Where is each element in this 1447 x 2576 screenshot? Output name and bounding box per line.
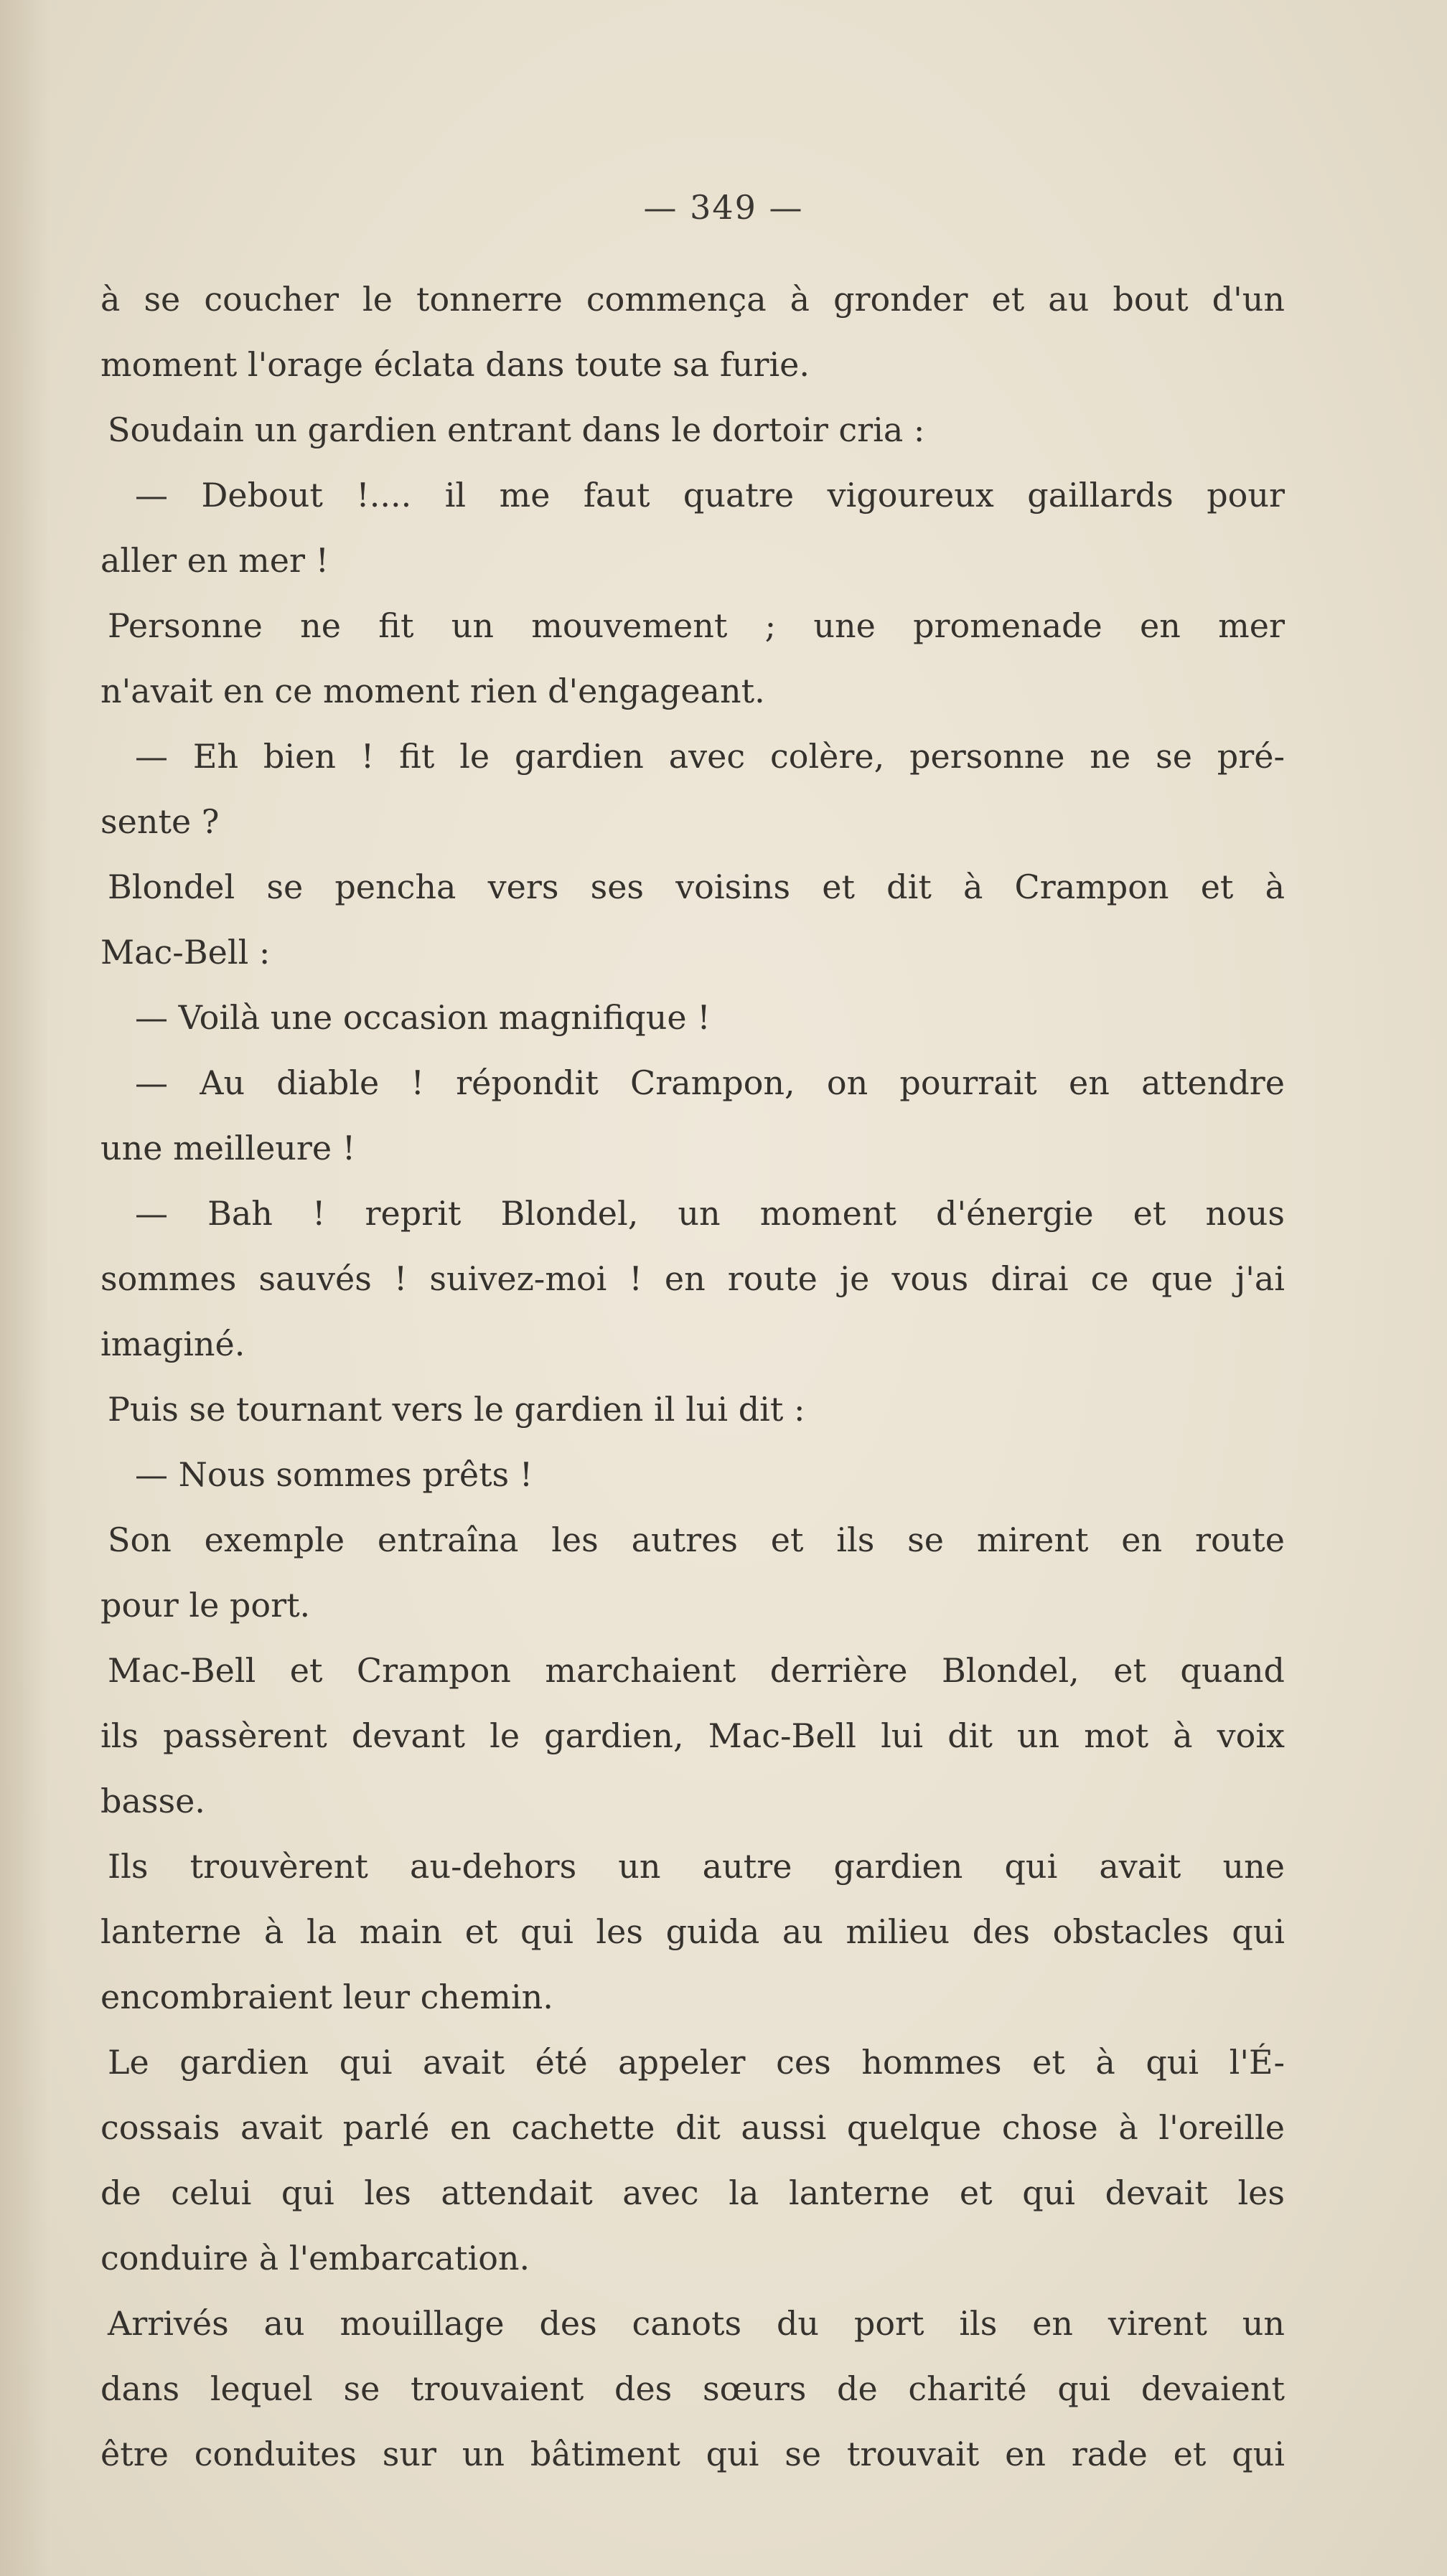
text-line: encombraient leur chemin. (100, 1978, 553, 2016)
text-line: — Debout !.... il me faut quatre vigoureux gaillards pour (135, 476, 1285, 514)
text-line: sente ? (100, 802, 220, 841)
text-line: — Au diable ! répondit Crampon, on pourrait en attendre (135, 1063, 1285, 1102)
text-line: Arrivés au mouillage des canots du port ils en virent un (108, 2304, 1285, 2343)
text-line: Personne ne fit un mouvement ; une promenade en mer (108, 606, 1285, 645)
text-line: Puis se tournant vers le gardien il lui dit : (108, 1390, 805, 1429)
text-line: de celui qui les attendait avec la lanterne et qui devait les (100, 2173, 1285, 2212)
text-line: Mac-Bell : (100, 933, 271, 972)
text-line: Blondel se pencha vers ses voisins et dit à Crampon et à (108, 868, 1285, 906)
text-line: dans lequel se trouvaient des sœurs de charité qui devaient (100, 2369, 1285, 2408)
text-line: cossais avait parlé en cachette dit aussi quelque chose à l'oreille (100, 2108, 1285, 2147)
body-text (100, 267, 1285, 2487)
text-line: conduire à l'embarcation. (100, 2239, 530, 2277)
text-line: n'avait en ce moment rien d'engageant. (100, 672, 765, 710)
text-line: ils passèrent devant le gardien, Mac-Bell lui dit un mot à voix (100, 1716, 1285, 1755)
text-line: Ils trouvèrent au-dehors un autre gardien qui avait une (108, 1847, 1285, 1886)
text-line: lanterne à la main et qui les guida au milieu des obstacles qui (100, 1912, 1285, 1951)
text-line: Soudain un gardien entrant dans le dortoir cria : (108, 410, 925, 449)
text-line: moment l'orage éclata dans toute sa furie. (100, 345, 810, 384)
text-line: — Nous sommes prêts ! (135, 1455, 533, 1494)
text-line: sommes sauvés ! suivez-moi ! en route je vous dirai ce que j'ai (100, 1259, 1285, 1298)
text-line: une meilleure ! (100, 1129, 356, 1167)
page-number: — 349 — (643, 188, 804, 227)
text-line: basse. (100, 1782, 205, 1820)
text-line: Son exemple entraîna les autres et ils se mirent en route (108, 1520, 1285, 1559)
page-gutter-shadow (0, 0, 50, 2576)
text-line: Le gardien qui avait été appeler ces hommes et à qui l'É- (108, 2043, 1285, 2082)
text-line: Mac-Bell et Crampon marchaient derrière Blondel, et quand (108, 1651, 1285, 1690)
text-line: imaginé. (100, 1325, 245, 1363)
text-line: être conduites sur un bâtiment qui se trouvait en rade et qui (100, 2435, 1285, 2473)
text-line: pour le port. (100, 1586, 311, 1625)
text-line: — Voilà une occasion magnifique ! (135, 998, 711, 1037)
text-line: aller en mer ! (100, 541, 329, 580)
text-line: — Eh bien ! fit le gardien avec colère, personne ne se pré- (135, 737, 1285, 776)
text-line: à se coucher le tonnerre commença à gronder et au bout d'un (100, 280, 1285, 319)
text-line: — Bah ! reprit Blondel, un moment d'énergie et nous (135, 1194, 1285, 1233)
